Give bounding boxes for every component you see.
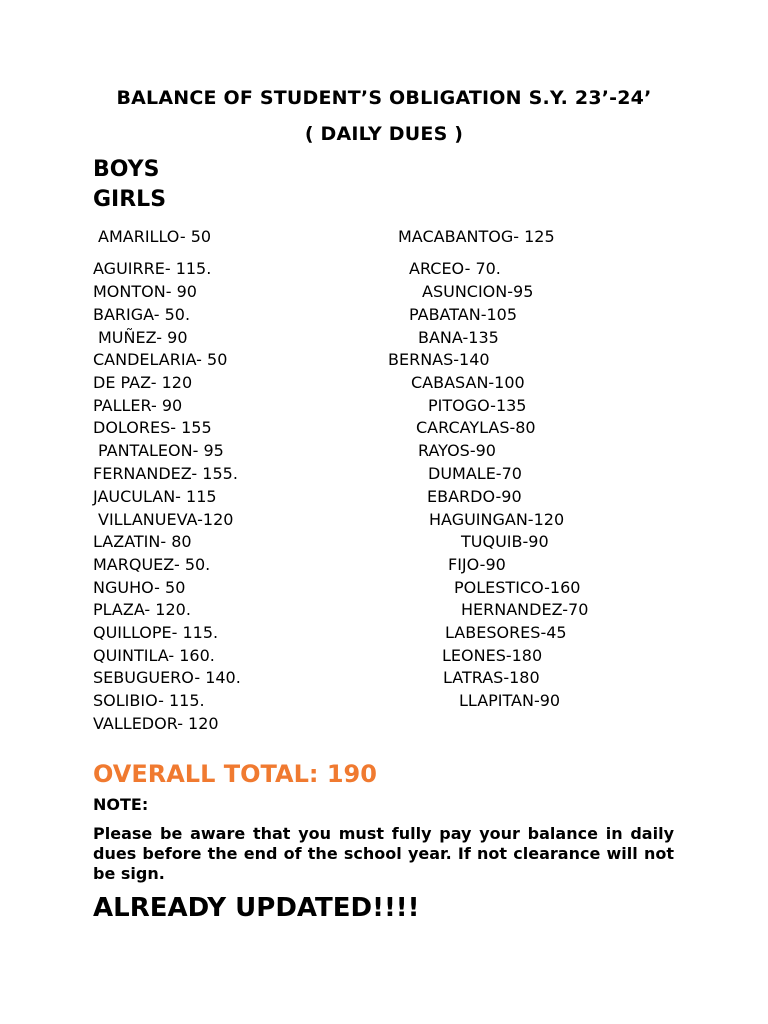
list-item: BERNAS-140 [388,350,490,369]
note-text: Please be aware that you must fully pay your balance in daily dues before the end of the school year. If not clearance will not be sign. [93,824,674,883]
list-item: CABASAN-100 [411,373,525,392]
document-title: BALANCE OF STUDENT’S OBLIGATION S.Y. 23’-24’ [116,87,652,109]
list-item: HERNANDEZ-70 [461,600,589,619]
list-item: NGUHO- 50 [93,578,186,597]
list-item: MONTON- 90 [93,282,197,301]
list-item: VALLEDOR- 120 [93,714,219,733]
list-item: PABATAN-105 [409,305,518,324]
list-item: TUQUIB-90 [461,532,549,551]
list-item: MUÑEZ- 90 [98,328,188,347]
list-item: QUILLOPE- 115. [93,623,219,642]
list-item: LATRAS-180 [443,668,540,687]
list-item: BANA-135 [418,328,499,347]
girls-heading: GIRLS [93,187,167,212]
list-item: PALLER- 90 [93,396,183,415]
list-item: CANDELARIA- 50 [93,350,228,369]
note-label: NOTE: [93,795,149,814]
list-item: PANTALEON- 95 [98,441,224,460]
list-item: FIJO-90 [448,555,506,574]
list-item: DUMALE-70 [428,464,522,483]
list-item: HAGUINGAN-120 [429,510,565,529]
list-item: SOLIBIO- 115. [93,691,205,710]
list-item: JAUCULAN- 115 [93,487,217,506]
updated-banner: ALREADY UPDATED!!!! [93,893,420,923]
list-item: QUINTILA- 160. [93,646,215,665]
list-item: BARIGA- 50. [93,305,191,324]
list-item: PITOGO-135 [428,396,527,415]
list-item: DE PAZ- 120 [93,373,193,392]
list-item: ASUNCION-95 [422,282,534,301]
list-item: ARCEO- 70. [409,259,501,278]
list-item: DOLORES- 155 [93,418,212,437]
boys-heading: BOYS [93,157,160,182]
list-item: VILLANUEVA-120 [98,510,234,529]
list-item: EBARDO-90 [427,487,522,506]
overall-total: OVERALL TOTAL: 190 [93,760,377,788]
list-item: PLAZA- 120. [93,600,191,619]
document-subtitle: ( DAILY DUES ) [304,123,464,145]
list-item: LABESORES-45 [445,623,567,642]
list-item: POLESTICO-160 [454,578,581,597]
list-item: LLAPITAN-90 [459,691,561,710]
list-item: RAYOS-90 [418,441,496,460]
list-item: MACABANTOG- 125 [398,227,555,246]
list-item: AMARILLO- 50 [98,227,212,246]
list-item: SEBUGUERO- 140. [93,668,241,687]
list-item: AGUIRRE- 115. [93,259,212,278]
list-item: LAZATIN- 80 [93,532,192,551]
list-item: LEONES-180 [442,646,543,665]
list-item: FERNANDEZ- 155. [93,464,238,483]
list-item: MARQUEZ- 50. [93,555,211,574]
list-item: CARCAYLAS-80 [416,418,536,437]
